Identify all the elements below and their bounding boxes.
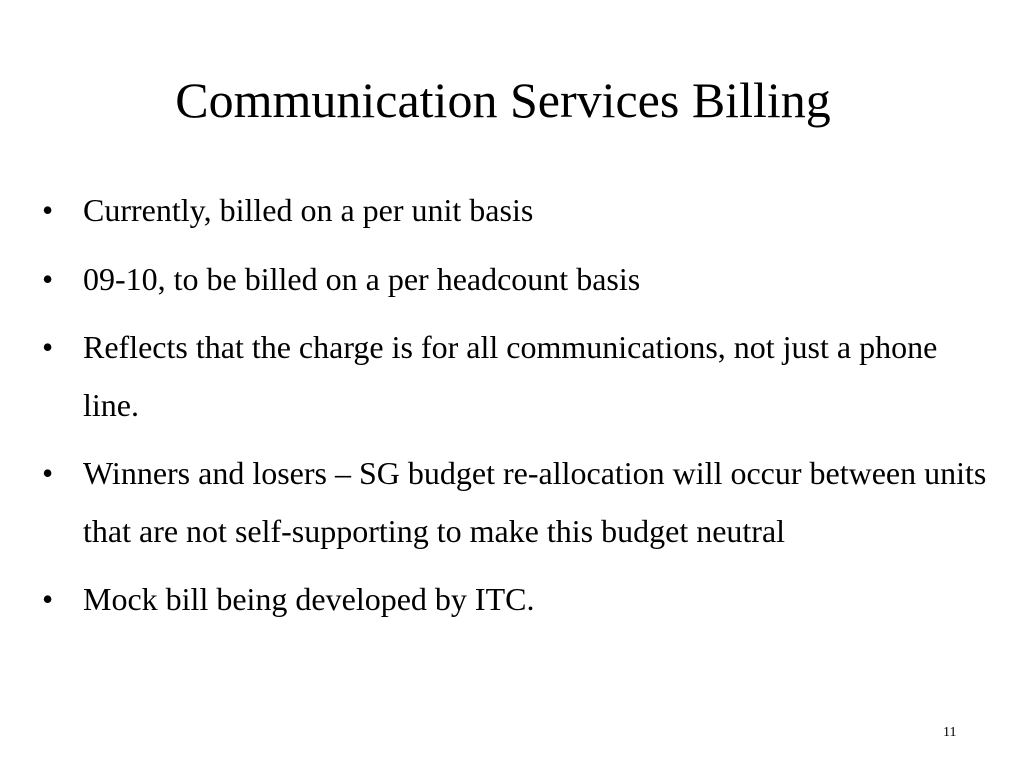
bullet-symbol: • [42, 260, 54, 297]
page-number: 11 [943, 725, 957, 740]
bullet-symbol: • [42, 329, 54, 365]
bullet-text: Reflects that the charge is for all communications, not just a phone line. [83, 329, 938, 423]
bullet-text: Mock bill being developed by ITC. [83, 581, 535, 617]
bullet-item [40, 571, 1000, 629]
bullet-item [40, 445, 1000, 560]
bullet-symbol: • [42, 581, 54, 617]
slide-title: Communication Services Billing [175, 72, 831, 128]
bullet-list [40, 182, 1000, 640]
bullet-item [40, 251, 1000, 309]
bullet-item [40, 319, 1000, 434]
bullet-symbol: • [42, 455, 54, 491]
bullet-text: Currently, billed on a per unit basis [83, 192, 534, 228]
bullet-text: Winners and losers – SG budget re-allocation will occur between units that are not self-supporting to make this budget neutral [83, 455, 987, 549]
bullet-text: 09-10, to be billed on a per headcount basis [83, 260, 641, 297]
bullet-item [40, 182, 1000, 240]
bullet-symbol: • [42, 192, 54, 228]
